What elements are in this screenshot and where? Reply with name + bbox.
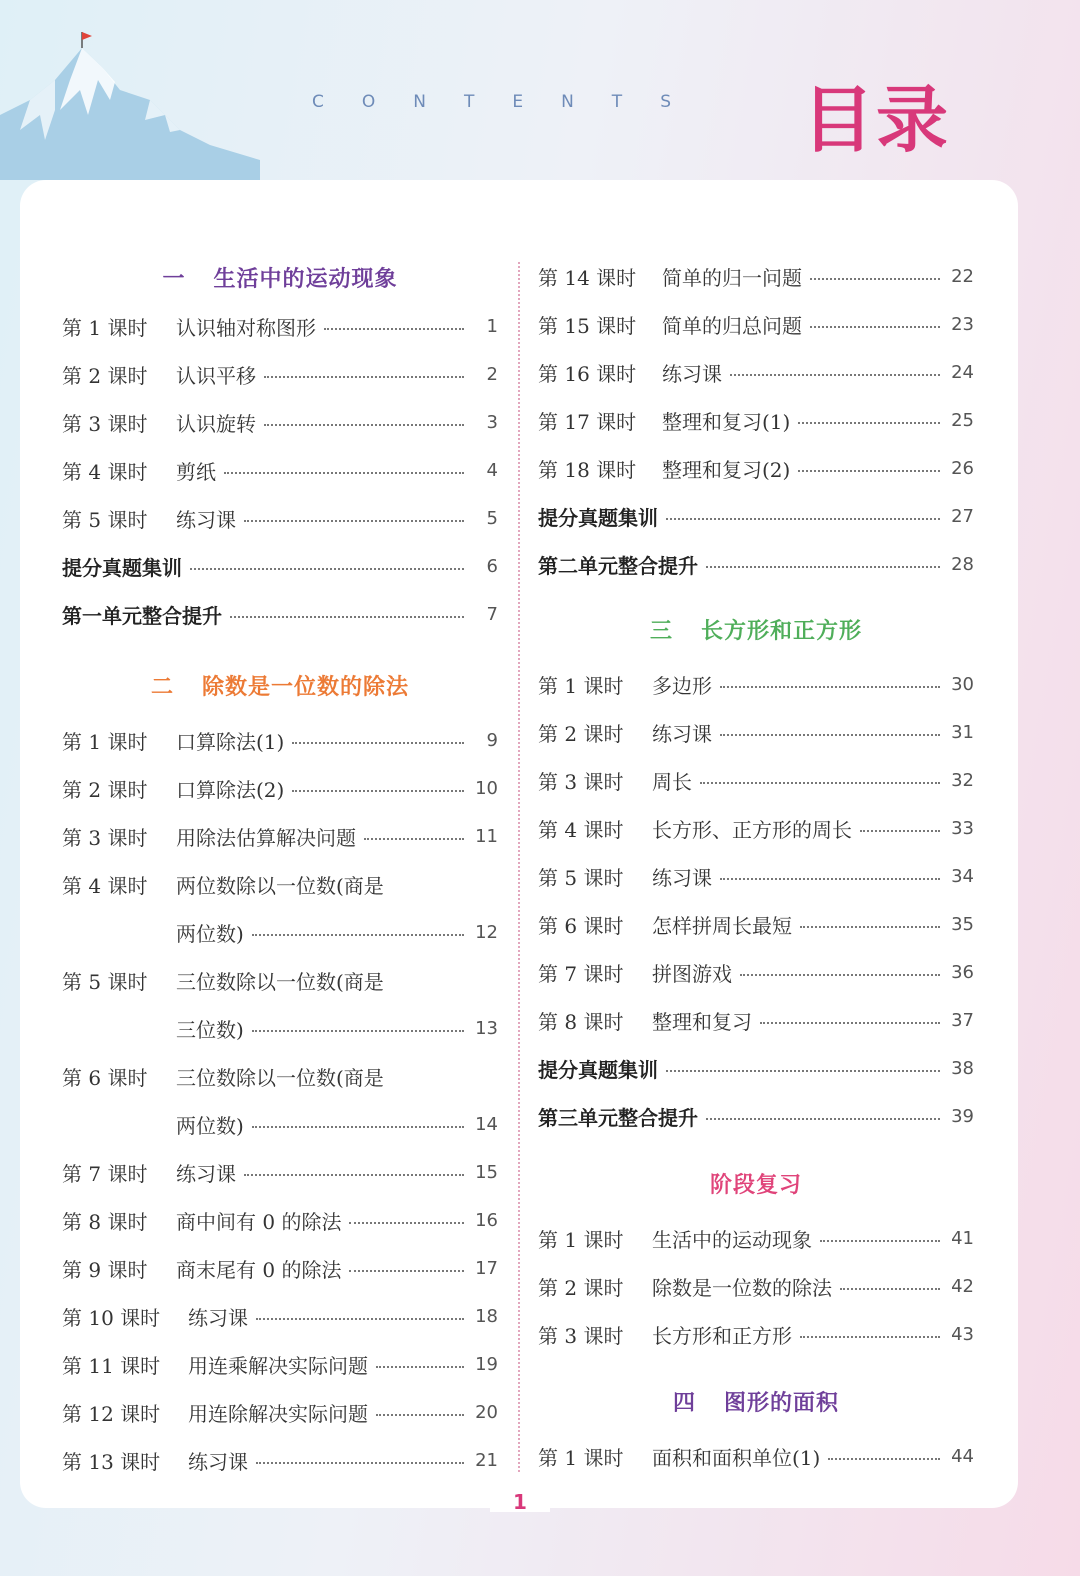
mountain-illustration <box>0 20 260 180</box>
toc-entry[interactable]: 第 4 课时 长方形、正方形的周长 33 <box>538 817 974 842</box>
toc-entry[interactable]: 第 1 课时 生活中的运动现象 41 <box>538 1227 974 1252</box>
toc-entry[interactable]: 第 6 课时 怎样拼周长最短 35 <box>538 913 974 938</box>
toc-entry[interactable]: 第 1 课时 口算除法(1) 9 <box>62 729 498 754</box>
toc-entry[interactable]: 第 7 课时 练习课 15 <box>62 1161 498 1186</box>
page-title: 目录 <box>802 78 951 162</box>
toc-entry[interactable]: 第 5 课时 练习课 5 <box>62 507 498 532</box>
unit-heading-2: 二 除数是一位数的除法 <box>150 674 410 700</box>
toc-entry[interactable]: 第 14 课时 简单的归一问题 22 <box>538 265 974 290</box>
toc-left-column <box>62 252 498 1484</box>
toc-entry-practice[interactable]: 提分真题集训 6 <box>62 555 498 580</box>
toc-entry-unit-review[interactable]: 第一单元整合提升 7 <box>62 603 498 628</box>
toc-entry[interactable]: 第 3 课时 长方形和正方形 43 <box>538 1323 974 1348</box>
toc-entry[interactable]: 第 9 课时 商末尾有 0 的除法 17 <box>62 1257 498 1282</box>
toc-entry[interactable]: 第 5 课时 三位数除以一位数(商是 <box>62 969 384 994</box>
toc-entry[interactable]: 第 2 课时 除数是一位数的除法 42 <box>538 1275 974 1300</box>
toc-entry[interactable]: 第 16 课时 练习课 24 <box>538 361 974 386</box>
toc-entry[interactable]: 第 17 课时 整理和复习(1) 25 <box>538 409 974 434</box>
toc-entry[interactable]: 第 18 课时 整理和复习(2) 26 <box>538 457 974 482</box>
toc-entry[interactable]: 第 1 课时 多边形 30 <box>538 673 974 698</box>
toc-entry[interactable]: 第 10 课时 练习课 18 <box>62 1305 498 1330</box>
toc-entry[interactable]: 第 13 课时 练习课 21 <box>62 1449 498 1474</box>
toc-entry-practice[interactable]: 提分真题集训 27 <box>538 505 974 530</box>
toc-entry[interactable]: 第 7 课时 拼图游戏 36 <box>538 961 974 986</box>
toc-entry[interactable]: 第 3 课时 周长 32 <box>538 769 974 794</box>
column-divider <box>518 262 520 1488</box>
toc-right-column <box>538 252 974 1480</box>
toc-entry[interactable]: 第 2 课时 口算除法(2) 10 <box>62 777 498 802</box>
review-heading: 阶段复习 <box>709 1172 802 1198</box>
toc-entry[interactable]: 第 3 课时 认识旋转 3 <box>62 411 498 436</box>
toc-entry[interactable]: 第 1 课时 面积和面积单位(1) 44 <box>538 1445 974 1470</box>
unit-heading-3: 三 长方形和正方形 <box>649 618 863 644</box>
unit-heading-4: 四 图形的面积 <box>672 1390 840 1416</box>
toc-entry[interactable]: 第 2 课时 认识平移 2 <box>62 363 498 388</box>
toc-entry-unit-review[interactable]: 第三单元整合提升 39 <box>538 1105 974 1130</box>
toc-entry[interactable]: 第 1 课时 认识轴对称图形 1 <box>62 315 498 340</box>
page-number: 1 <box>513 1490 527 1514</box>
toc-entry-continued[interactable]: 两位数) 12 <box>176 921 498 946</box>
unit-heading-1: 一 生活中的运动现象 <box>162 266 398 292</box>
toc-entry-continued[interactable]: 三位数) 13 <box>176 1017 498 1042</box>
toc-entry[interactable]: 第 8 课时 整理和复习 37 <box>538 1009 974 1034</box>
toc-entry-unit-review[interactable]: 第二单元整合提升 28 <box>538 553 974 578</box>
toc-entry[interactable]: 第 12 课时 用连除解决实际问题 20 <box>62 1401 498 1426</box>
toc-entry[interactable]: 第 11 课时 用连乘解决实际问题 19 <box>62 1353 498 1378</box>
toc-entry-continued[interactable]: 两位数) 14 <box>176 1113 498 1138</box>
toc-entry[interactable]: 第 4 课时 两位数除以一位数(商是 <box>62 873 384 898</box>
toc-entry[interactable]: 第 5 课时 练习课 34 <box>538 865 974 890</box>
toc-entry[interactable]: 第 2 课时 练习课 31 <box>538 721 974 746</box>
toc-entry[interactable]: 第 8 课时 商中间有 0 的除法 16 <box>62 1209 498 1234</box>
toc-entry[interactable]: 第 4 课时 剪纸 4 <box>62 459 498 484</box>
toc-entry-practice[interactable]: 提分真题集训 38 <box>538 1057 974 1082</box>
contents-heading: CONTENTS <box>312 92 709 112</box>
toc-entry[interactable]: 第 3 课时 用除法估算解决问题 11 <box>62 825 498 850</box>
toc-entry[interactable]: 第 6 课时 三位数除以一位数(商是 <box>62 1065 384 1090</box>
toc-entry[interactable]: 第 15 课时 简单的归总问题 23 <box>538 313 974 338</box>
